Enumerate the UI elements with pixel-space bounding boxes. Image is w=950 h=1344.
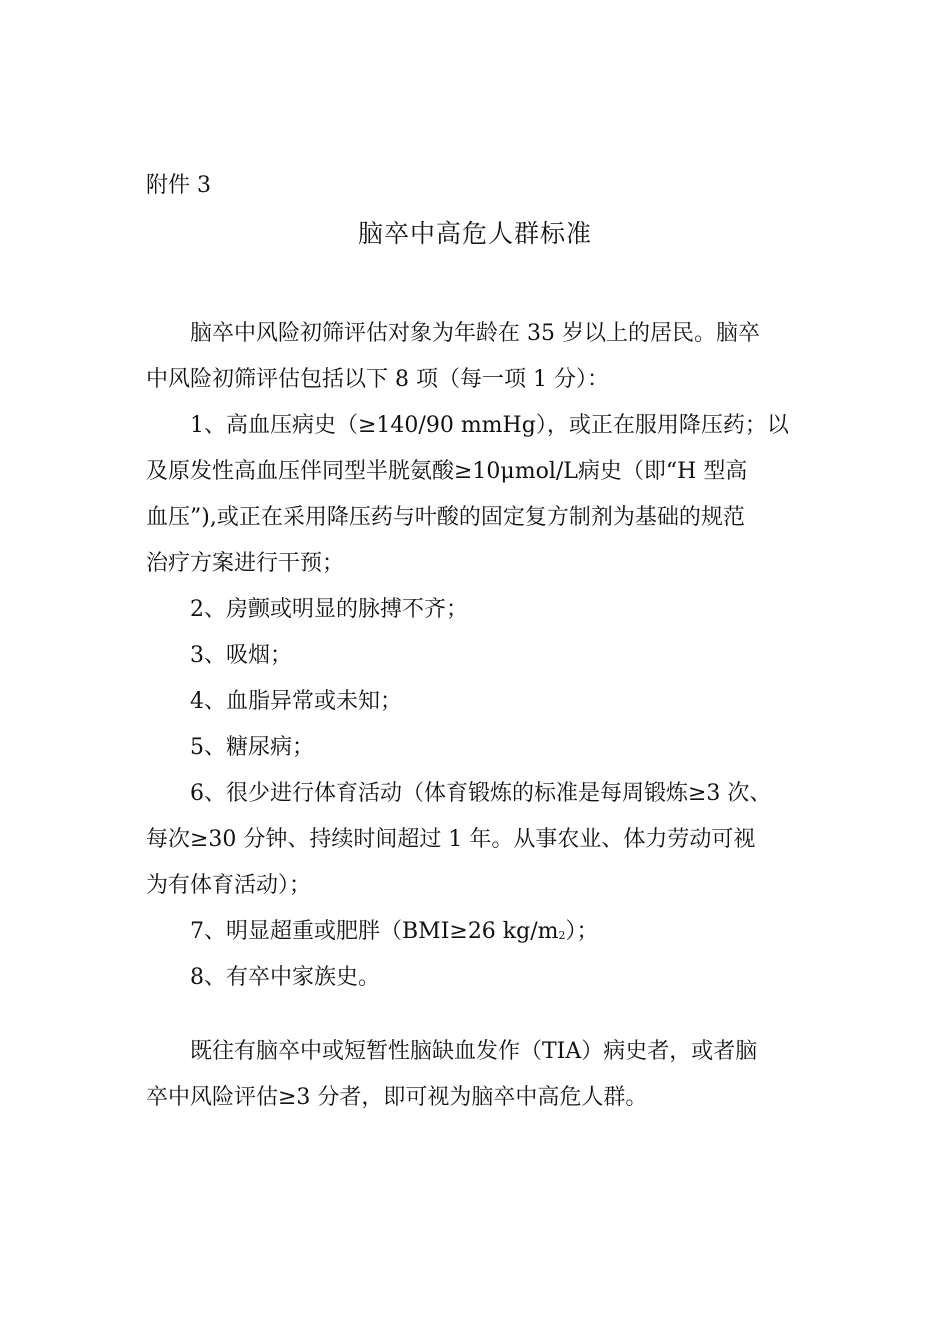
conclusion-line-1: 既往有脑卒中或短暂性脑缺血发作（TIA）病史者，或者脑: [190, 1039, 758, 1064]
criterion-1-line-1: 1、高血压病史（≥140/90 mmHg），或正在服用降压药；以: [190, 413, 789, 438]
attachment-label: 附件 3: [146, 173, 211, 198]
criterion-2: 2、房颤或明显的脉搏不齐；: [190, 597, 468, 622]
intro-line-2: 中风险初筛评估包括以下 8 项（每一项 1 分）：: [146, 367, 609, 392]
intro-line-1: 脑卒中风险初筛评估对象为年龄在 35 岁以上的居民。脑卒: [190, 321, 760, 346]
criterion-6-line-1: 6、很少进行体育活动（体育锻炼的标准是每周锻炼≥3 次、: [190, 781, 772, 806]
criterion-5: 5、糖尿病；: [190, 735, 314, 760]
criterion-7-superscript: 2: [558, 929, 566, 942]
criterion-4: 4、血脂异常或未知；: [190, 689, 402, 714]
criterion-6-line-3: 为有体育活动）；: [146, 873, 312, 898]
criterion-1-line-4: 治疗方案进行干预；: [146, 551, 345, 576]
criterion-7-text: 7、明显超重或肥胖（BMI≥26 kg/m: [190, 919, 559, 944]
criterion-6-line-2: 每次≥30 分钟、持续时间超过 1 年。从事农业、体力劳动可视: [146, 827, 756, 852]
criterion-1-line-2: 及原发性高血压伴同型半胱氨酸≥10μmol/L病史（即“H 型高: [146, 459, 748, 484]
criterion-8: 8、有卒中家族史。: [190, 965, 380, 990]
conclusion-line-2: 卒中风险评估≥3 分者，即可视为脑卒中高危人群。: [146, 1085, 648, 1110]
criterion-3: 3、吸烟；: [190, 643, 292, 668]
criterion-7-suffix: ）；: [565, 919, 599, 944]
page-title: 脑卒中高危人群标准: [357, 219, 592, 248]
criterion-7: [190, 914, 599, 950]
criterion-1-line-3: 血压”),或正在采用降压药与叶酸的固定复方制剂为基础的规范: [146, 505, 745, 530]
